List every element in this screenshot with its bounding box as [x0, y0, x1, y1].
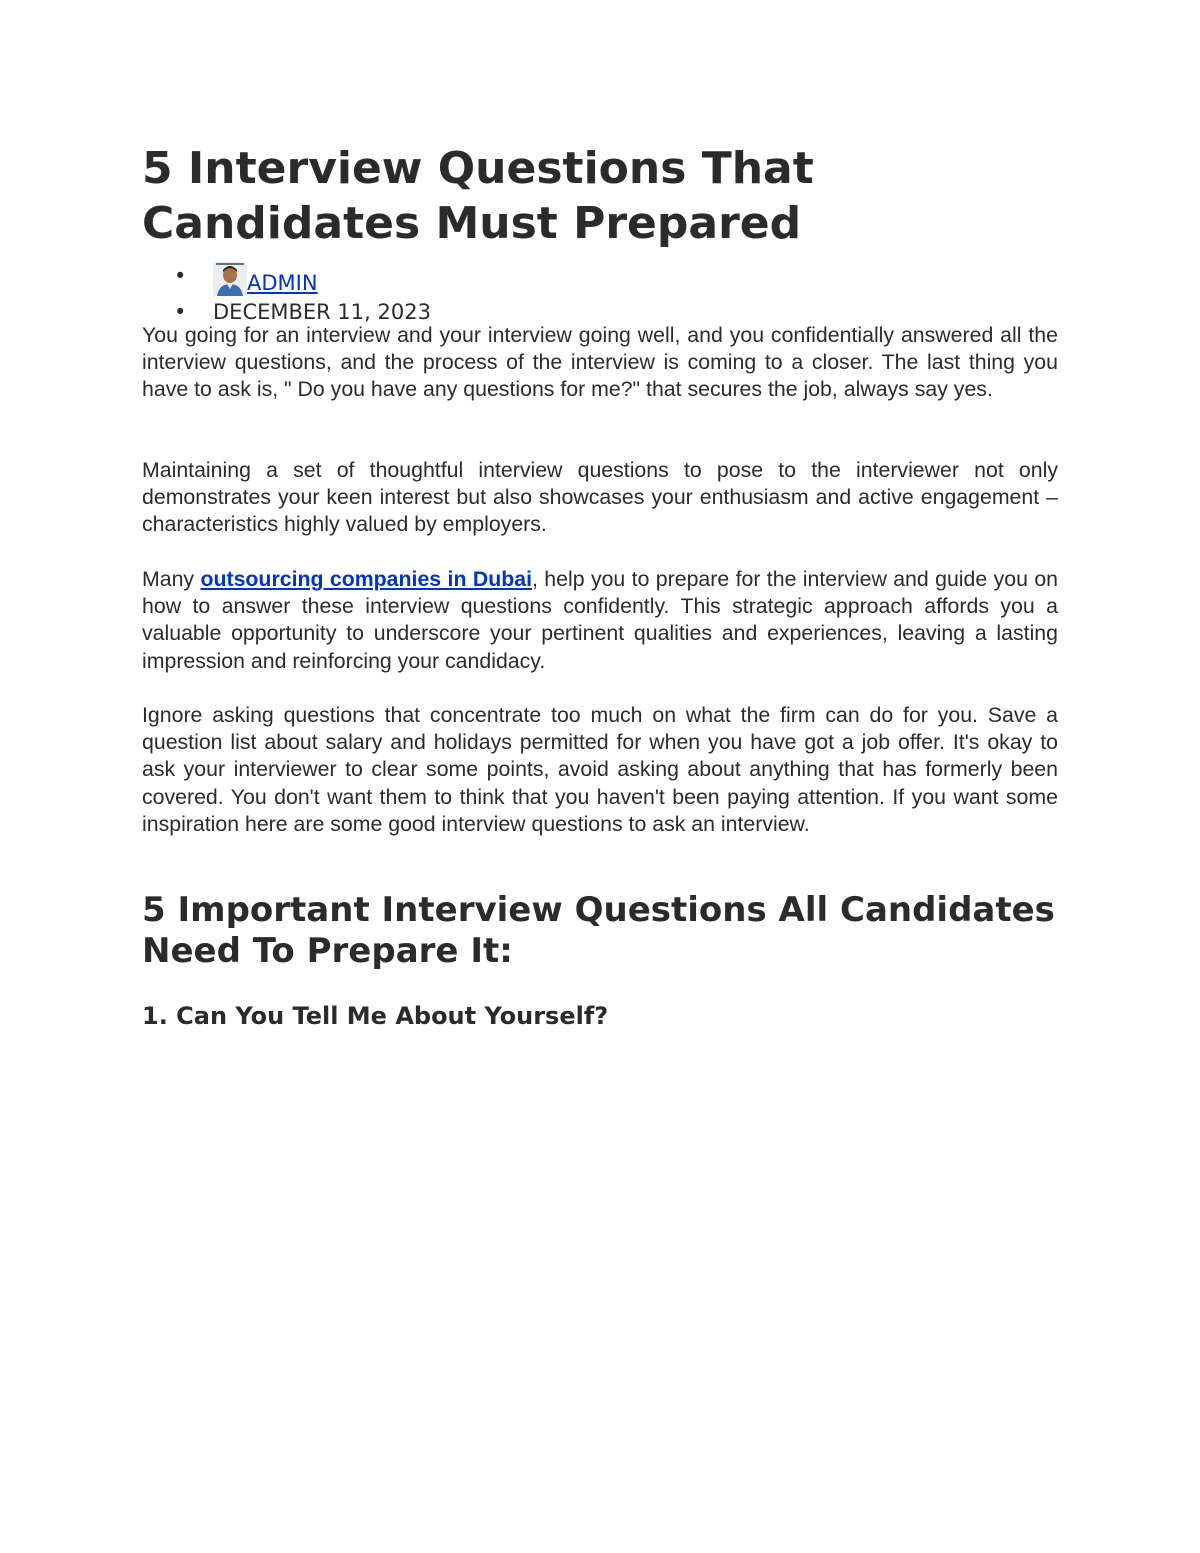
paragraph-thoughtful-questions: Maintaining a set of thoughtful interview questions to pose to the interviewer not only demonstrates your keen interest but also showcases your enthusiasm and active engagement – characteristics highly valued by employers. — [142, 458, 1058, 537]
article-title: 5 Interview Questions That Candidates Must Prepared — [142, 143, 814, 249]
paragraph-text-after-link: , help you to prepare for the interview and guide you on how to answer these interview questions confidently. This strategic approach affords you a valuable opportunity to underscore your pertinent qualities and experiences, leaving a lasting impression and reinforcing your candidacy. — [142, 567, 1059, 673]
paragraph-intro: You going for an interview and your interview going well, and you confidentially answered all the interview questions, and the process of the interview is coming to a closer. The last thing you have to ask is, " Do you have any questions for me?" that secures the job, always say yes. — [142, 323, 1058, 402]
article-meta — [142, 262, 431, 327]
subsection-heading: 1. Can You Tell Me About Yourself? — [142, 1002, 609, 1030]
bullet-icon: • — [174, 300, 187, 324]
outsourcing-companies-link[interactable]: outsourcing companies in Dubai — [200, 567, 532, 591]
bullet-icon: • — [174, 264, 187, 288]
paragraph-ignore-questions: Ignore asking questions that concentrate too much on what the firm can do for you. Save a question list about salary and holidays permitted for when you have got a job offer. It's okay to ask your interviewer to clear some points, avoid asking about anything that has formerly been covered. You don't want them to think that you haven't been paying attention. If you want some inspiration here are some good interview questions to ask an interview. — [142, 703, 1058, 836]
section-heading: 5 Important Interview Questions All Candidates Need To Prepare It: — [142, 890, 1055, 971]
paragraph-outsourcing — [142, 566, 1058, 675]
paragraph-text-before-link: Many — [142, 567, 201, 591]
publish-date: DECEMBER 11, 2023 — [213, 300, 431, 324]
author-link[interactable]: ADMIN — [247, 271, 318, 295]
author-avatar-icon — [213, 262, 247, 296]
meta-author-item — [142, 262, 431, 298]
